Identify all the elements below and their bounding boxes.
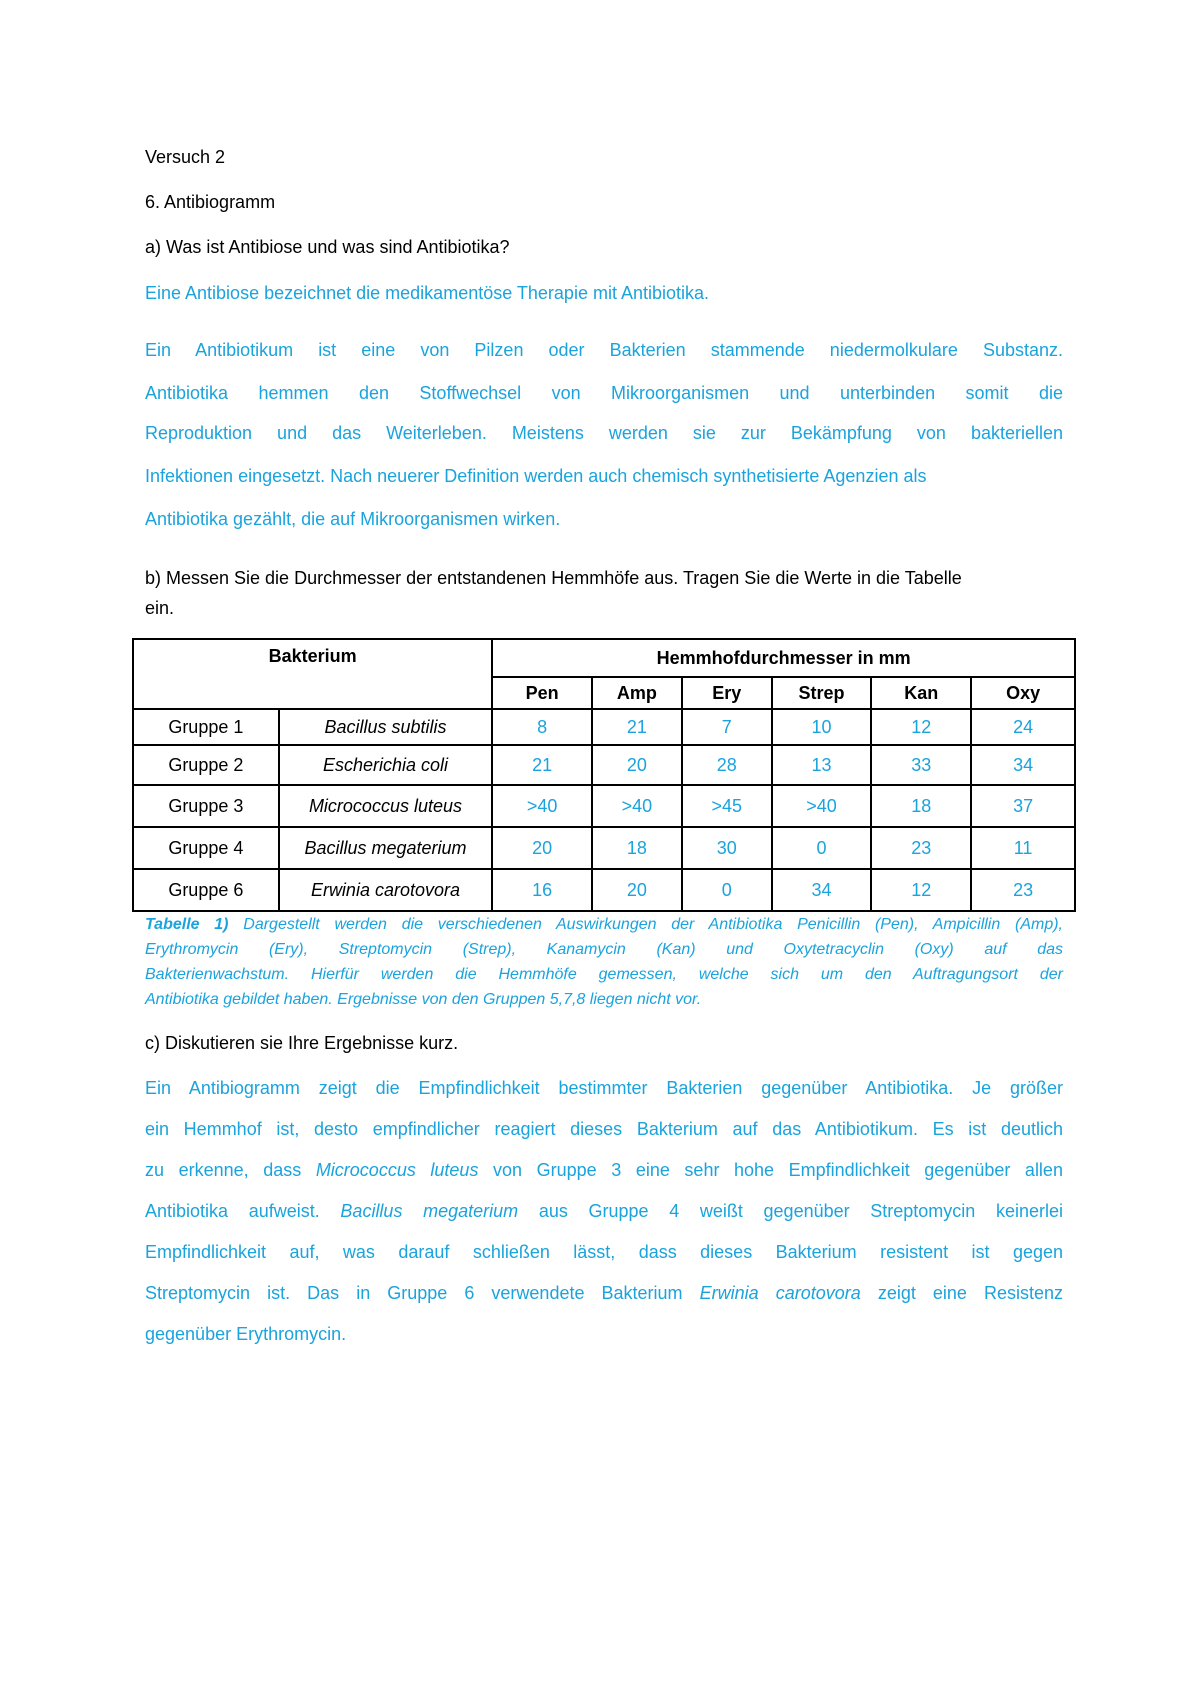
table-row: [133, 827, 1075, 869]
value-cell: 18: [592, 827, 682, 869]
value-cell: 33: [871, 745, 971, 785]
answer-c-line: [145, 1283, 1063, 1304]
value-cell: 11: [971, 827, 1075, 869]
table-caption-line: [145, 916, 1063, 934]
table-row: [133, 745, 1075, 785]
table-caption-line: Bakterienwachstum. Hierfür werden die Hemmhöfe gemessen, welche sich um den Auftragungsort der: [145, 966, 1063, 983]
value-cell: 0: [772, 827, 872, 869]
answer-a-fragment: Infektionen eingesetzt.: [145, 466, 326, 486]
value-cell: 10: [772, 709, 872, 745]
caption-label: Tabelle 1): [145, 916, 229, 933]
answer-a-paragraph-line: Antibiotika gezählt, die auf Mikroorganismen wirken.: [145, 509, 561, 529]
value-cell: 30: [682, 827, 772, 869]
table-row: [133, 869, 1075, 911]
answer-a-paragraph-line: Reproduktion und das Weiterleben. Meistens werden sie zur Bekämpfung von bakteriellen: [145, 423, 1063, 443]
value-cell: 16: [492, 869, 592, 911]
text-fragment: Streptomycin ist. Das in Gruppe 6 verwendete Bakterium: [145, 1283, 683, 1303]
bacterium-cell: Bacillus subtilis: [279, 709, 493, 745]
answer-a-fragment: Nach neuerer Definition werden auch chemisch synthetisierte Agenzien als: [330, 466, 927, 486]
value-cell: 34: [971, 745, 1075, 785]
header-bacterium: Bakterium: [133, 639, 492, 709]
antibiotic-header: Strep: [772, 677, 872, 709]
section-heading: 6. Antibiogramm: [145, 192, 276, 212]
answer-c-line: ein Hemmhof ist, desto empfindlicher reagiert dieses Bakterium auf das Antibiotikum. Es ist deutlich: [145, 1119, 1063, 1139]
bacterium-cell: Micrococcus luteus: [279, 785, 493, 827]
text-fragment: aus Gruppe 4 weißt gegenüber Streptomycin keinerlei: [538, 1201, 1064, 1221]
results-table: [132, 638, 1076, 912]
document-title: Versuch 2: [145, 147, 226, 167]
antibiotic-header: Oxy: [971, 677, 1075, 709]
answer-c-line: gegenüber Erythromycin.: [145, 1324, 347, 1344]
value-cell: 23: [971, 869, 1075, 911]
question-c: c) Diskutieren sie Ihre Ergebnisse kurz.: [145, 1033, 459, 1053]
question-b: b) Messen Sie die Durchmesser der entstandenen Hemmhöfe aus. Tragen Sie die Werte in die Tabelle: [145, 568, 962, 588]
value-cell: 20: [592, 869, 682, 911]
question-a: a) Was ist Antibiose und was sind Antibiotika?: [145, 237, 510, 257]
text-fragment: von Gruppe 3 eine sehr hohe Empfindlichkeit gegenüber allen: [493, 1160, 1063, 1180]
bacterium-cell: Erwinia carotovora: [279, 869, 493, 911]
value-cell: >40: [592, 785, 682, 827]
group-cell: Gruppe 6: [133, 869, 279, 911]
value-cell: >40: [492, 785, 592, 827]
species-name: Bacillus megaterium: [340, 1201, 519, 1221]
group-cell: Gruppe 2: [133, 745, 279, 785]
value-cell: 34: [772, 869, 872, 911]
answer-c-line: Ein Antibiogramm zeigt die Empfindlichkeit bestimmter Bakterien gegenüber Antibiotika. Je größer: [145, 1078, 1063, 1098]
value-cell: 21: [592, 709, 682, 745]
answer-a-paragraph-line: Antibiotika hemmen den Stoffwechsel von Mikroorganismen und unterbinden somit die: [145, 383, 1063, 403]
antibiotic-header: Amp: [592, 677, 682, 709]
value-cell: 23: [871, 827, 971, 869]
question-b-cont: ein.: [145, 598, 175, 618]
answer-c-line: Empfindlichkeit auf, was darauf schließen lässt, dass dieses Bakterium resistent ist gegen: [145, 1242, 1063, 1262]
answer-a-line: Eine Antibiose bezeichnet die medikamentöse Therapie mit Antibiotika.: [145, 283, 710, 303]
value-cell: 20: [592, 745, 682, 785]
value-cell: 7: [682, 709, 772, 745]
table-row: [133, 709, 1075, 745]
value-cell: 12: [871, 869, 971, 911]
answer-c-line: [145, 1160, 1063, 1181]
text-fragment: Antibiotika aufweist.: [145, 1201, 320, 1221]
value-cell: 24: [971, 709, 1075, 745]
caption-text: Dargestellt werden die verschiedenen Auswirkungen der Antibiotika Penicillin (Pen), Ampicillin (Amp),: [243, 916, 1063, 933]
answer-c-line: [145, 1201, 1063, 1222]
antibiotic-header: Ery: [682, 677, 772, 709]
value-cell: >45: [682, 785, 772, 827]
table-caption-line: Antibiotika gebildet haben. Ergebnisse von den Gruppen 5,7,8 liegen nicht vor.: [145, 991, 702, 1008]
value-cell: 28: [682, 745, 772, 785]
value-cell: 18: [871, 785, 971, 827]
bacterium-cell: Escherichia coli: [279, 745, 493, 785]
table-caption-line: Erythromycin (Ery), Streptomycin (Strep), Kanamycin (Kan) und Oxytetracyclin (Oxy) auf das: [145, 941, 1063, 958]
value-cell: 37: [971, 785, 1075, 827]
answer-a-paragraph-line: Ein Antibiotikum ist eine von Pilzen oder Bakterien stammende niedermolkulare Substanz.: [145, 340, 1063, 360]
text-fragment: zeigt eine Resistenz: [877, 1283, 1063, 1303]
value-cell: >40: [772, 785, 872, 827]
antibiotic-header: Pen: [492, 677, 592, 709]
value-cell: 12: [871, 709, 971, 745]
value-cell: 13: [772, 745, 872, 785]
bacterium-cell: Bacillus megaterium: [279, 827, 493, 869]
species-name: Micrococcus luteus: [315, 1160, 479, 1180]
group-cell: Gruppe 3: [133, 785, 279, 827]
value-cell: 8: [492, 709, 592, 745]
value-cell: 20: [492, 827, 592, 869]
table-row: [133, 785, 1075, 827]
group-cell: Gruppe 4: [133, 827, 279, 869]
value-cell: 0: [682, 869, 772, 911]
header-diameter: Hemmhofdurchmesser in mm: [492, 639, 1075, 677]
answer-a-paragraph-line: [145, 466, 926, 487]
group-cell: Gruppe 1: [133, 709, 279, 745]
value-cell: 21: [492, 745, 592, 785]
text-fragment: zu erkenne, dass: [145, 1160, 302, 1180]
species-name: Erwinia carotovora: [699, 1283, 861, 1303]
antibiotic-header: Kan: [871, 677, 971, 709]
